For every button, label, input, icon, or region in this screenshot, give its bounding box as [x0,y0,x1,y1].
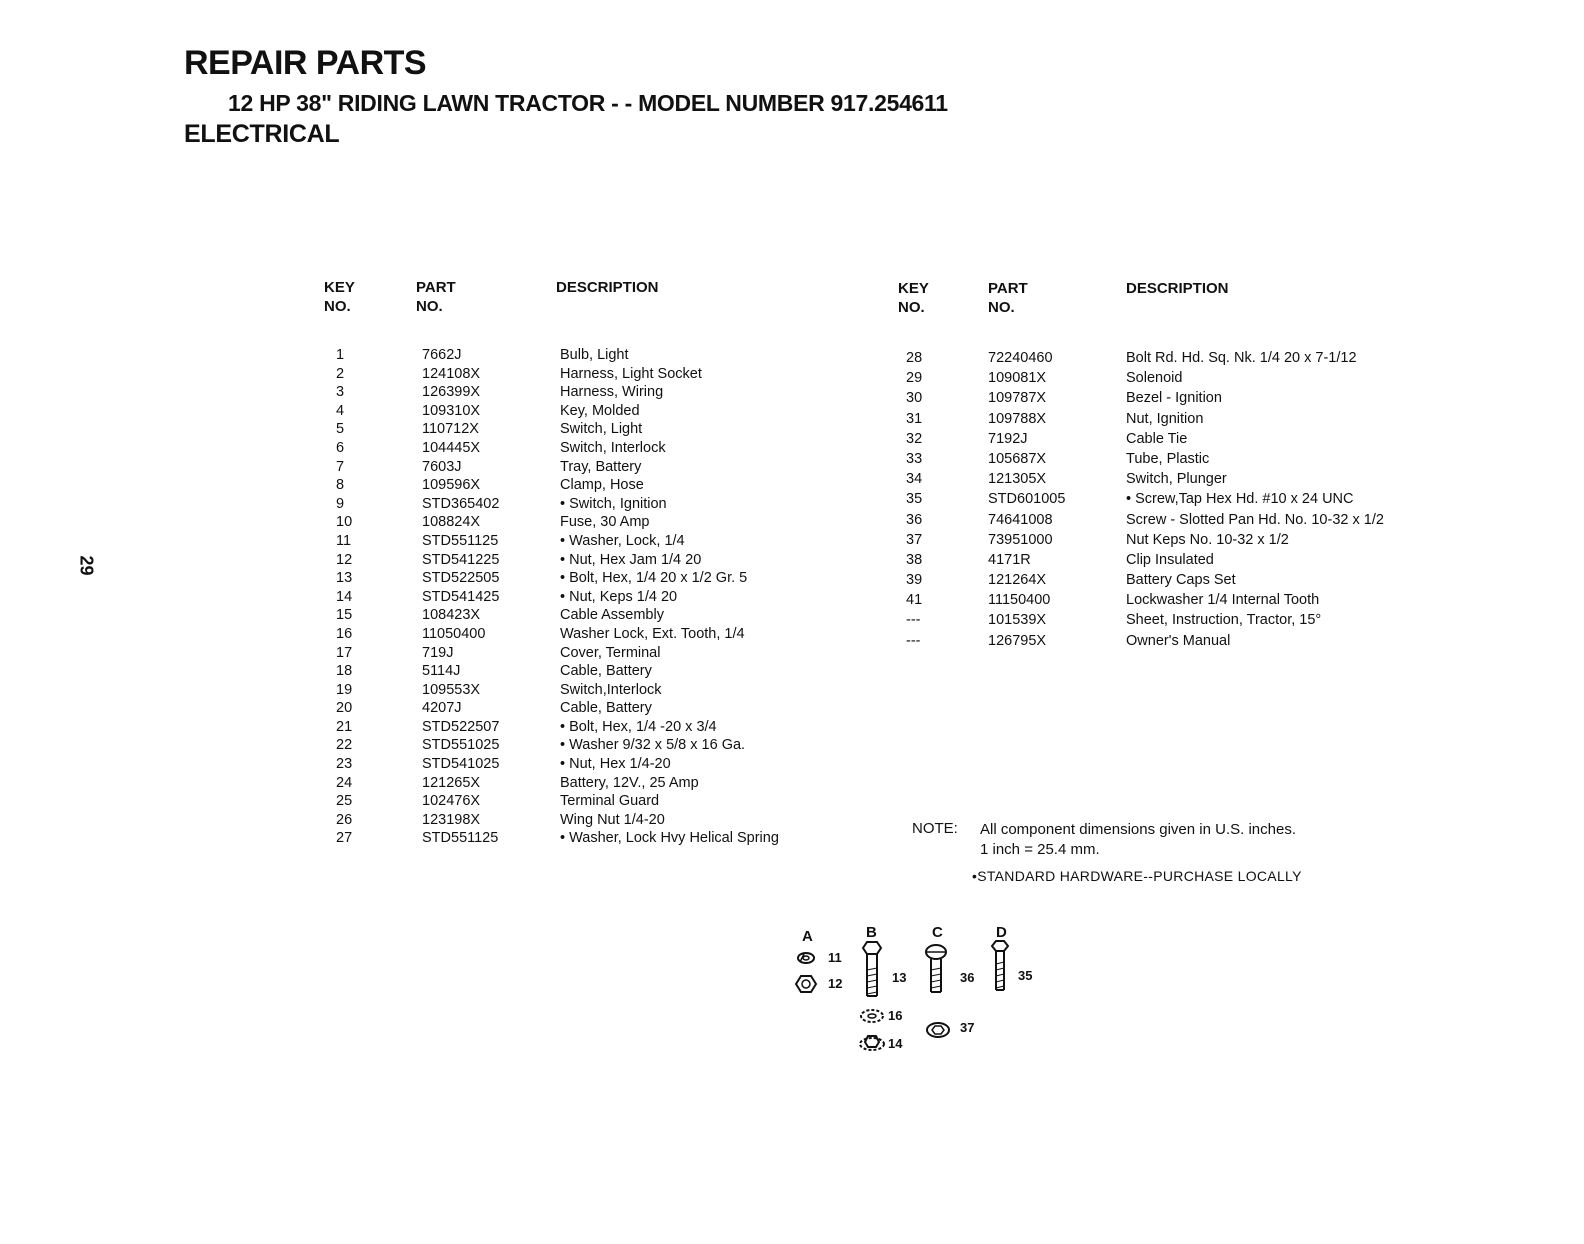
part-number-cell: 126399X [422,384,481,401]
table-row [906,489,1426,509]
table-row [906,550,1426,570]
key-cell: 28 [906,350,923,366]
part-number-cell: 110712X [422,421,479,438]
table-row [330,495,830,514]
hardware-drawings [780,918,1070,1068]
table-row [906,409,1426,429]
key-cell: --- [906,632,921,649]
key-cell: 12 [336,551,353,568]
table-row [330,588,830,607]
description-cell: Lockwasher 1/4 Internal Tooth [1126,592,1320,609]
key-cell: 16 [336,625,353,642]
description-cell: Bolt Rd. Hd. Sq. Nk. 1/4 20 x 7-1/12 [1126,350,1357,366]
key-cell: 18 [336,663,353,680]
table-row [906,348,1426,368]
right-description-header: DESCRIPTION [1126,280,1229,297]
left-key-header: KEY NO. [324,279,355,315]
small-keps-nut-icon [927,1023,949,1037]
description-cell: Cable Tie [1126,430,1188,447]
part-number-cell: 121264X [988,572,1047,589]
part-number-cell: STD522505 [422,570,500,587]
hardware-label-11: 11 [828,950,842,965]
hex-bolt-icon [863,942,881,996]
table-row [906,530,1426,550]
part-number-cell: STD365402 [422,495,500,512]
key-cell: 27 [336,830,353,847]
part-number-cell: 11050400 [422,625,486,642]
key-cell: 33 [906,450,923,467]
key-cell: 23 [336,756,353,773]
part-number-cell: 109596X [422,477,481,494]
part-number-cell: 4171R [988,551,1031,568]
part-number-cell: STD541425 [422,588,500,605]
table-row [330,532,830,551]
hardware-label-37: 37 [960,1020,975,1035]
description-cell: Nut, Ignition [1126,410,1204,427]
hardware-letter-b: B [866,924,877,941]
description-cell: Clamp, Hose [560,477,644,494]
key-cell: 3 [336,384,345,401]
description-cell: Switch, Interlock [560,439,666,456]
table-row [330,402,830,421]
description-cell: Switch, Plunger [1126,471,1227,488]
key-cell: 15 [336,607,353,624]
table-row [330,681,830,700]
description-cell: • Nut, Keps 1/4 20 [560,588,678,605]
table-row [330,792,830,811]
key-cell: 4 [336,402,345,419]
key-cell: 7 [336,458,345,475]
part-number-cell: 109788X [988,410,1047,427]
part-number-cell: 72240460 [988,350,1053,366]
left-part-header: PART NO. [416,279,456,315]
table-row [330,383,830,402]
note-label: NOTE: [912,820,958,837]
section-title: ELECTRICAL [184,120,340,148]
key-cell: 41 [906,592,923,609]
description-cell: Solenoid [1126,370,1183,387]
description-cell: Screw - Slotted Pan Hd. No. 10-32 x 1/2 [1126,511,1384,528]
table-row [330,420,830,439]
description-cell: • Screw,Tap Hex Hd. #10 x 24 UNC [1126,491,1354,508]
description-cell: • Nut, Hex 1/4-20 [560,756,671,773]
key-cell: 6 [336,439,345,456]
key-cell: 17 [336,644,353,661]
key-cell: --- [906,612,921,629]
table-row [906,469,1426,489]
description-cell: • Washer 9/32 x 5/8 x 16 Ga. [560,737,746,754]
key-cell: 35 [906,491,923,508]
hardware-label-13: 13 [892,970,907,985]
part-number-cell: 719J [422,644,454,661]
description-cell: • Switch, Ignition [560,495,667,512]
page-title: REPAIR PARTS [184,44,427,82]
table-row [330,774,830,793]
key-cell: 29 [906,370,923,387]
model-subtitle: 12 HP 38" RIDING LAWN TRACTOR - - MODEL NUMBER 917.254611 [228,90,948,116]
key-cell: 9 [336,495,345,512]
key-cell: 39 [906,572,923,589]
description-cell: Cable Assembly [560,607,664,624]
part-number-cell: 101539X [988,612,1047,629]
description-cell: • Nut, Hex Jam 1/4 20 [560,551,702,568]
description-cell: • Washer, Lock, 1/4 [560,532,685,549]
part-number-cell: STD551125 [422,830,499,847]
table-row [330,736,830,755]
part-number-cell: 109310X [422,402,481,419]
key-cell: 10 [336,514,353,531]
key-cell: 38 [906,551,923,568]
part-number-cell: 121305X [988,471,1047,488]
key-cell: 8 [336,477,345,494]
table-row [330,662,830,681]
hardware-label-16: 16 [888,1008,903,1023]
description-cell: Fuse, 30 Amp [560,514,650,531]
table-row [330,439,830,458]
part-number-cell: 102476X [422,793,481,810]
standard-hardware-note: •STANDARD HARDWARE--PURCHASE LOCALLY [972,868,1302,884]
right-key-header: KEY NO. [898,280,929,316]
hardware-label-12: 12 [828,976,843,991]
table-row [330,476,830,495]
page-number: 29 [76,555,97,576]
key-cell: 31 [906,410,923,427]
part-number-cell: 109081X [988,370,1047,387]
note-line-2: 1 inch = 25.4 mm. [980,841,1100,858]
description-cell: Key, Molded [560,402,640,419]
hardware-label-35: 35 [1018,968,1033,983]
description-cell: Harness, Light Socket [560,365,702,382]
part-number-cell: 4207J [422,700,462,717]
description-cell: • Bolt, Hex, 1/4 -20 x 3/4 [560,718,717,735]
right-parts-table [906,348,1426,651]
part-number-cell: 121265X [422,774,481,791]
key-cell: 11 [336,532,352,549]
key-cell: 32 [906,430,923,447]
part-number-cell: 123198X [422,811,481,828]
table-row [330,458,830,477]
left-description-header: DESCRIPTION [556,279,659,296]
part-number-cell: 7662J [422,347,462,363]
key-cell: 13 [336,570,353,587]
right-part-header: PART NO. [988,280,1028,316]
table-row [330,365,830,384]
description-cell: Tray, Battery [560,458,642,475]
hex-nut-icon [796,976,816,992]
key-cell: 5 [336,421,345,438]
table-row [906,429,1426,449]
part-number-cell: 73951000 [988,531,1053,548]
key-cell: 30 [906,390,923,407]
description-cell: Owner's Manual [1126,632,1231,649]
description-cell: Bulb, Light [560,347,629,363]
hardware-diagram [780,918,1070,1068]
description-cell: Sheet, Instruction, Tractor, 15° [1126,612,1322,629]
description-cell: Battery, 12V., 25 Amp [560,774,699,791]
hardware-letter-d: D [996,924,1007,941]
part-number-cell: 124108X [422,365,481,382]
table-row [906,388,1426,408]
description-cell: • Bolt, Hex, 1/4 20 x 1/2 Gr. 5 [560,570,748,587]
part-number-cell: STD551025 [422,737,500,754]
pan-screw-icon [926,945,946,992]
key-cell: 19 [336,681,353,698]
description-cell: • Washer, Lock Hvy Helical Spring [560,830,779,847]
description-cell: Washer Lock, Ext. Tooth, 1/4 [560,625,745,642]
part-number-cell: 109787X [988,390,1047,407]
hardware-letter-c: C [932,924,943,941]
table-row [330,606,830,625]
table-row [906,570,1426,590]
part-number-cell: STD541225 [422,551,500,568]
note-line-1: All component dimensions given in U.S. inches. [980,821,1296,838]
table-row [330,513,830,532]
description-cell: Battery Caps Set [1126,572,1236,589]
left-parts-table [330,346,830,848]
description-cell: Wing Nut 1/4-20 [560,811,665,828]
table-row [906,449,1426,469]
table-row [906,590,1426,610]
part-number-cell: 11150400 [988,592,1051,609]
part-number-cell: 5114J [422,663,461,680]
hardware-label-36: 36 [960,970,975,985]
key-cell: 34 [906,471,923,488]
table-row [330,699,830,718]
part-number-cell: 105687X [988,450,1047,467]
part-number-cell: 7192J [988,430,1028,447]
description-cell: Terminal Guard [560,793,660,810]
table-row [906,510,1426,530]
tooth-washer-icon [861,1010,883,1022]
description-cell: Cover, Terminal [560,644,661,661]
table-row [330,551,830,570]
key-cell: 36 [906,511,923,528]
part-number-cell: 109553X [422,681,481,698]
table-row [330,829,830,848]
note-text [980,820,1380,860]
description-cell: Cable, Battery [560,663,652,680]
part-number-cell: 108824X [422,514,481,531]
part-number-cell: STD522507 [422,718,500,735]
table-row [330,755,830,774]
table-row [906,631,1426,651]
description-cell: Switch, Light [560,421,643,438]
lock-washer-icon [798,953,814,963]
table-row [330,718,830,737]
table-row [330,569,830,588]
hardware-label-14: 14 [888,1036,903,1051]
table-row [906,368,1426,388]
description-cell: Clip Insulated [1126,551,1214,568]
part-number-cell: 7603J [422,458,462,475]
part-number-cell: STD551125 [422,532,499,549]
table-row [330,346,830,365]
key-cell: 21 [336,718,353,735]
part-number-cell: STD541025 [422,756,500,773]
part-number-cell: 74641008 [988,511,1053,528]
description-cell: Harness, Wiring [560,384,664,401]
key-cell: 25 [336,793,353,810]
hardware-letter-a: A [802,928,813,945]
key-cell: 26 [336,811,353,828]
description-cell: Switch,Interlock [560,681,662,698]
keps-nut-icon [860,1036,884,1050]
table-row [906,610,1426,630]
description-cell: Cable, Battery [560,700,652,717]
part-number-cell: 104445X [422,439,481,456]
key-cell: 22 [336,737,353,754]
table-row [330,811,830,830]
tap-screw-icon [992,941,1008,990]
table-row [330,625,830,644]
part-number-cell: 126795X [988,632,1047,649]
key-cell: 20 [336,700,353,717]
key-cell: 14 [336,588,353,605]
description-cell: Tube, Plastic [1126,450,1210,467]
key-cell: 1 [336,347,345,363]
key-cell: 24 [336,774,353,791]
description-cell: Bezel - Ignition [1126,390,1222,407]
key-cell: 2 [336,365,345,382]
description-cell: Nut Keps No. 10-32 x 1/2 [1126,531,1289,548]
key-cell: 37 [906,531,923,548]
part-number-cell: STD601005 [988,491,1066,508]
table-row [330,644,830,663]
part-number-cell: 108423X [422,607,481,624]
